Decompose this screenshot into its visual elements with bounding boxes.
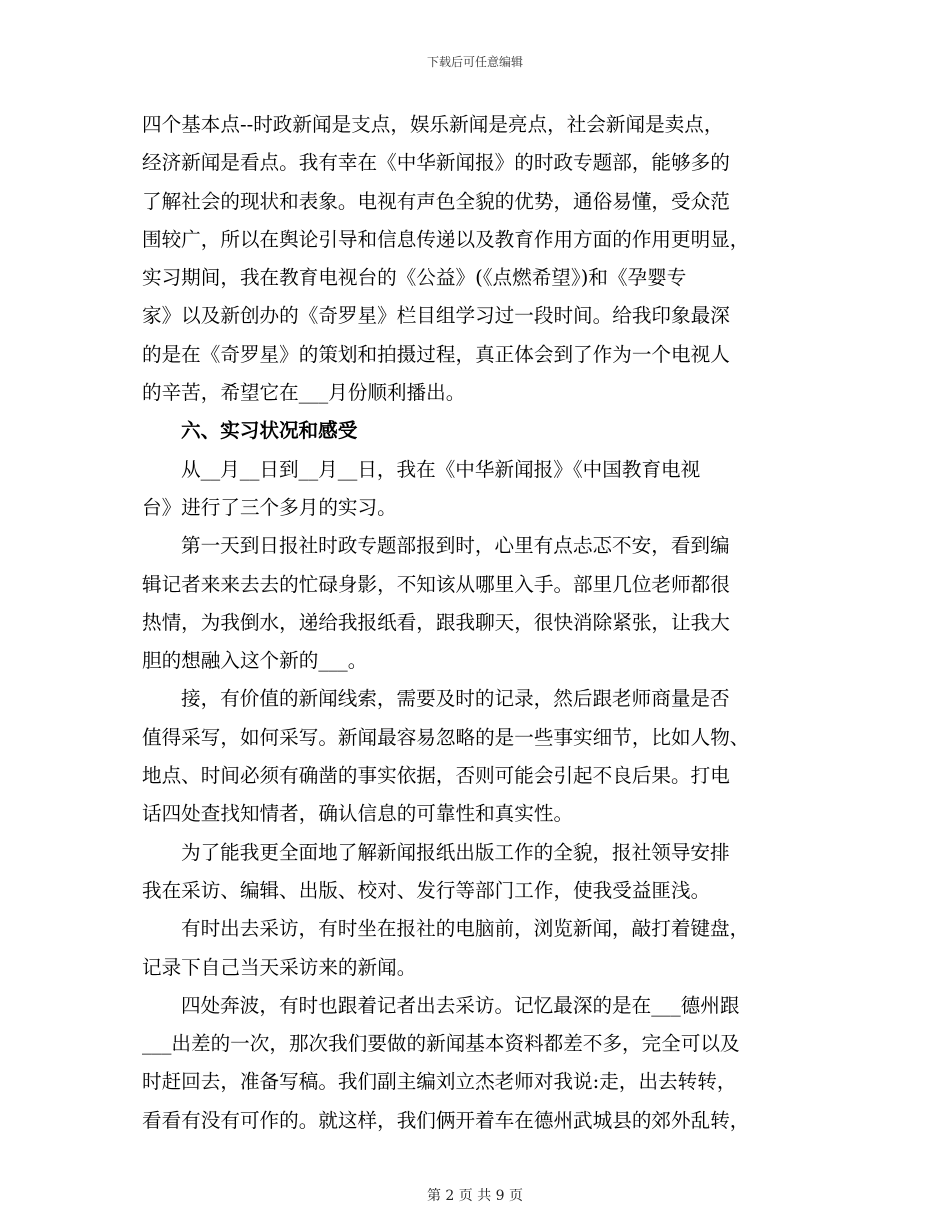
body-line: 为了能我更全面地了解新闻报纸出版工作的全貌，报社领导安排 bbox=[181, 840, 730, 864]
document-body bbox=[142, 106, 810, 1140]
body-line: 家》以及新创办的《奇罗星》栏目组学习过一段时间。给我印象最深 bbox=[142, 304, 730, 328]
body-line: 胆的想融入这个新的___。 bbox=[142, 649, 368, 673]
body-line: 话四处查找知情者，确认信息的可靠性和真实性。 bbox=[142, 802, 574, 826]
body-line: 四处奔波，有时也跟着记者出去采访。记忆最深的是在___德州跟 bbox=[181, 993, 740, 1017]
body-line: 四个基本点--时政新闻是支点，娱乐新闻是亮点，社会新闻是卖点， bbox=[142, 113, 724, 136]
body-line: 第一天到日报社时政专题部报到时，心里有点忐忑不安，看到编 bbox=[181, 534, 730, 558]
body-line: 辑记者来来去去的忙碌身影，不知该从哪里入手。部里几位老师都很 bbox=[142, 572, 730, 596]
body-line: 地点、时间必须有确凿的事实依据，否则可能会引起不良后果。打电 bbox=[142, 764, 730, 788]
body-line: 看看有没有可作的。就这样，我们俩开着车在德州武城县的郊外乱转， bbox=[142, 1108, 750, 1132]
body-line: 台》进行了三个多月的实习。 bbox=[142, 495, 397, 519]
body-line: 实习期间，我在教育电视台的《公益》(《点燃希望》)和《孕婴专 bbox=[142, 266, 687, 290]
body-line: 经济新闻是看点。我有幸在《中华新闻报》的时政专题部，能够多的 bbox=[142, 151, 730, 175]
body-line: 的辛苦，希望它在___月份顺利播出。 bbox=[142, 381, 466, 405]
page-footer: 第 2 页 共 9 页 bbox=[426, 1188, 524, 1204]
body-line: 记录下自己当天采访来的新闻。 bbox=[142, 955, 417, 979]
body-line: 我在采访、编辑、出版、校对、发行等部门工作，使我受益匪浅。 bbox=[142, 878, 711, 902]
body-line: 了解社会的现状和表象。电视有声色全貌的优势，通俗易懂，受众范 bbox=[142, 189, 730, 213]
section-heading: 六、实习状况和感受 bbox=[181, 419, 358, 443]
body-line: 接，有价值的新闻线索，需要及时的记录，然后跟老师商量是否 bbox=[181, 687, 730, 711]
body-line: 围较广，所以在舆论引导和信息传递以及教育作用方面的作用更明显， bbox=[142, 227, 750, 251]
body-line: 热情，为我倒水，递给我报纸看，跟我聊天，很快消除紧张，让我大 bbox=[142, 610, 730, 634]
body-line: 时赶回去，准备写稿。我们副主编刘立杰老师对我说:走，出去转转， bbox=[142, 1070, 737, 1094]
body-line: ___出差的一次，那次我们要做的新闻基本资料都差不多，完全可以及 bbox=[142, 1032, 740, 1056]
body-line: 值得采写，如何采写。新闻最容易忽略的是一些事实细节，比如人物、 bbox=[142, 725, 750, 749]
body-line: 从__月__日到__月__日，我在《中华新闻报》《中国教育电视 bbox=[181, 457, 701, 481]
body-line: 有时出去采访，有时坐在报社的电脑前，浏览新闻，敲打着键盘， bbox=[181, 917, 750, 941]
page-header: 下载后可任意编辑 bbox=[426, 55, 523, 69]
body-line: 的是在《奇罗星》的策划和拍摄过程，真正体会到了作为一个电视人 bbox=[142, 342, 730, 366]
